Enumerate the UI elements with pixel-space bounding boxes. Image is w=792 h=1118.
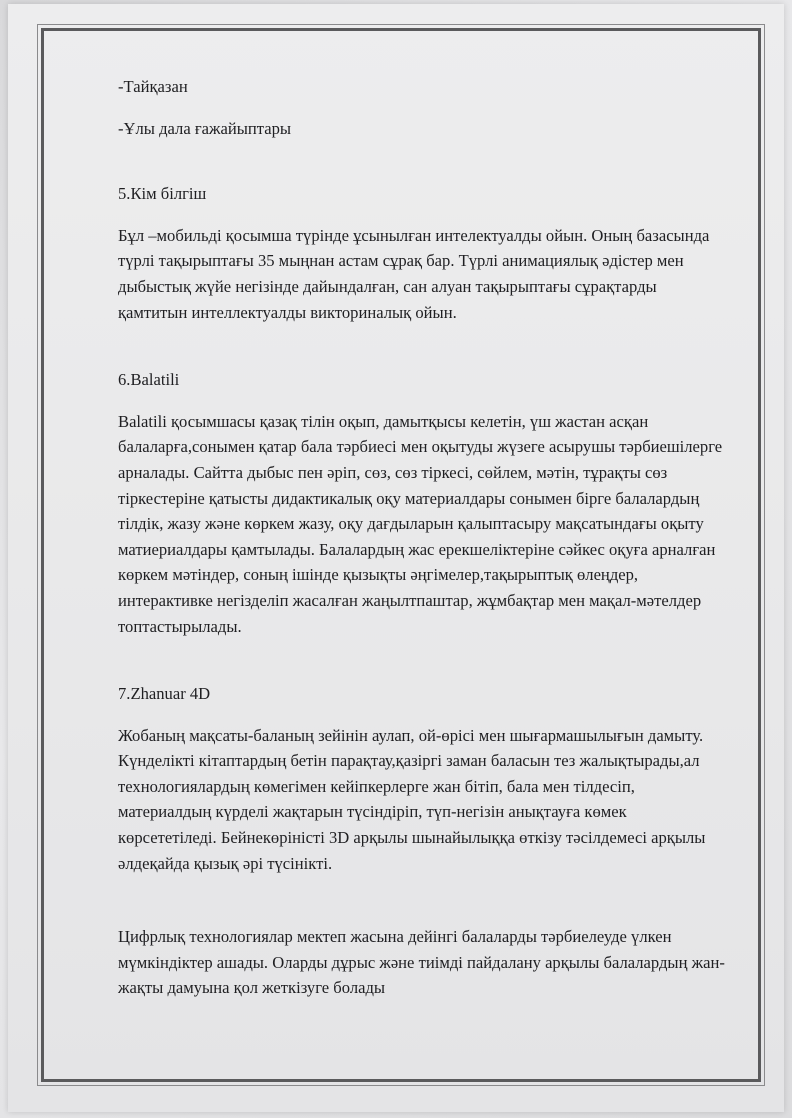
section-text-kim-bilgish: Бұл –мобильді қосымша түрінде ұсынылған интелектуалды ойын. Оның базасында түрлі тақырыптағы 35 мыңнан астам сұрақ бар. Түрлі анимациялық әдістер мен дыбыстық жүйе негізінде дайындалған, сан алуан тақырыптағы сұрақтарды қамтитын интеллектуалды викториналық ойын. xyxy=(118,225,710,322)
section-text-zhanuar-4d: Жобаның мақсаты-баланың зейінін аулап, ой-өрісі мен шығармашылығын дамыту. Күнделікті кітаптардың бетін парақтау,қазіргі заман баласын тез жалықтырады,ал технологиялардың көмегімен кейіпкерлерге жан бітіп, бала мен тілдесіп, материалдың күрделі жақтарын түсіндіріп, түп-негізін анықтауға көмек көрсететіледі. Бейнекөріністі 3D арқылы шынайылыққа өткізу тәсілдемесі арқылы әлдеқайда қызық әрі түсінікті. xyxy=(118,725,706,873)
section-heading-kim-bilgish: 5.Кім білгіш xyxy=(118,184,207,204)
section-heading-zhanuar-4d: 7.Zhanuar 4D xyxy=(118,684,211,704)
paper-sheet xyxy=(8,4,784,1112)
list-item-taikazan: -Тайқазан xyxy=(118,77,188,96)
document-body xyxy=(118,74,728,1001)
section-heading-balatili: 6.Balatili xyxy=(118,370,180,390)
conclusion-text: Цифрлық технологиялар мектеп жасына дейінгі балаларды тәрбиелеуде үлкен мүмкіндіктер ашады. Оларды дұрыс және тиімді пайдалану арқылы балалардың жан-жақты дамуына қол жеткізуге болады xyxy=(118,927,725,998)
list-item-uly-dala: -Ұлы дала ғажайыптары xyxy=(118,118,292,138)
section-text-balatili: Balatili қосымшасы қазақ тілін оқып, дамытқысы келетін, үш жастан асқан балаларға,сонымен қатар бала тәрбиесі мен оқытуды жүзеге асырушы тәрбиешілерге арналады. Сайтта дыбыс пен әріп, сөз, сөз тіркесі, сөйлем, мәтін, тұрақты сөз тіркестеріне қатысты дидактикалық оқу материалдары сонымен бірге балалардың тілдік, жазу және көркем жазу, оқу дағдыларын қалыптасыру мақсатындағы оқыту матиериалдары қамтылады. Балалардың жас ерекшеліктеріне сәйкес оқуға арналған көркем мәтіндер, соның ішінде қызықты әңгімелер,тақырыптық өлеңдер, интерактивке негізделіп жасалған жаңылтпаштар, жұмбақтар мен мақал-мәтелдер топтастырылады. xyxy=(118,411,723,636)
